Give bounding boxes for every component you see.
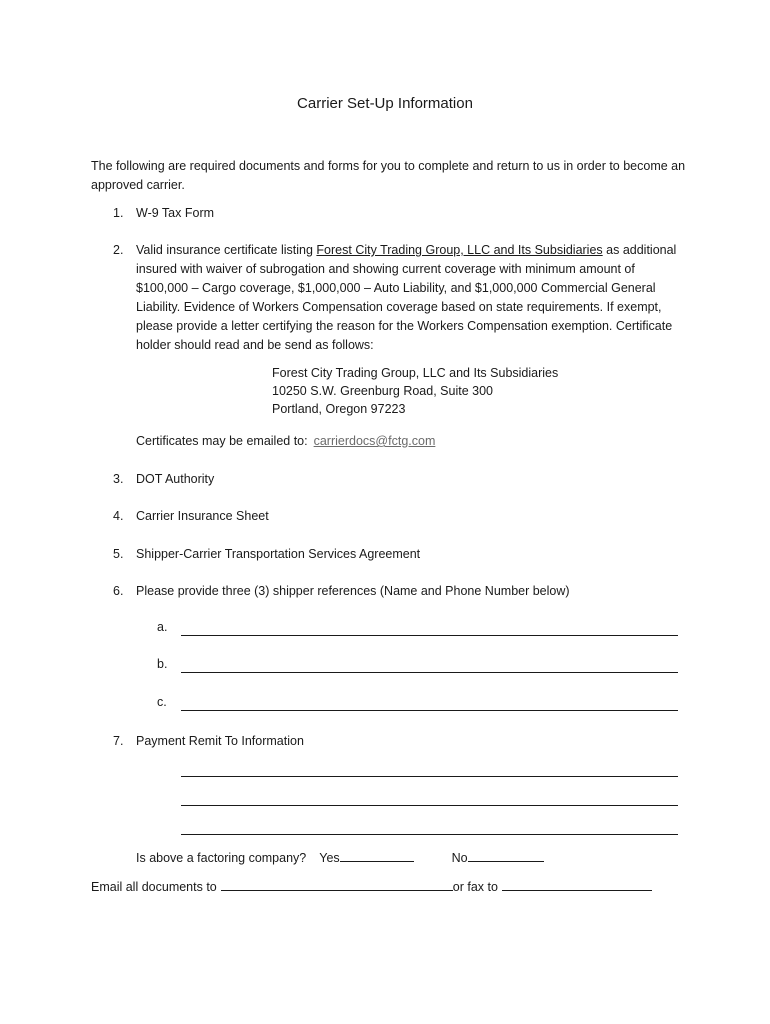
reference-c <box>157 695 682 715</box>
insurance-requirements-text <box>136 241 681 355</box>
factoring-question: Is above a factoring company? <box>136 851 307 865</box>
reference-label: c. <box>157 695 167 709</box>
certificate-holder-name: Forest City Trading Group, LLC and Its Subsidiaries <box>316 243 603 257</box>
item-number: 2. <box>113 243 124 257</box>
mailing-address <box>272 364 558 418</box>
item-number: 3. <box>113 472 124 486</box>
remit-line-3[interactable] <box>181 834 678 835</box>
certificates-label: Certificates may be emailed to: <box>136 434 308 448</box>
no-field[interactable] <box>468 849 544 862</box>
address-line-2: 10250 S.W. Greenburg Road, Suite 300 <box>272 384 493 398</box>
address-line-3: Portland, Oregon 97223 <box>272 402 406 416</box>
page-title: Carrier Set-Up Information <box>297 95 473 112</box>
item-number: 4. <box>113 509 124 523</box>
remit-line-1[interactable] <box>181 776 678 777</box>
item-text: W-9 Tax Form <box>136 206 215 220</box>
yes-field[interactable] <box>340 849 414 862</box>
email-all-label: Email all documents to <box>91 880 217 894</box>
certificates-email-line <box>136 434 435 448</box>
list-item-2 <box>113 241 683 356</box>
item-number: 5. <box>113 547 124 561</box>
item-number: 7. <box>113 734 124 748</box>
reference-a-field[interactable] <box>181 635 678 636</box>
email-all-field[interactable] <box>221 878 453 891</box>
certificates-email-link[interactable]: carrierdocs@fctg.com <box>313 434 436 448</box>
item-text: Carrier Insurance Sheet <box>136 509 269 523</box>
address-line-1: Forest City Trading Group, LLC and Its Subsidiaries <box>272 366 559 380</box>
item-text-pre: Valid insurance certificate listing <box>136 243 317 257</box>
fax-label: or fax to <box>452 880 498 894</box>
remit-line-2[interactable] <box>181 805 678 806</box>
intro-paragraph: The following are required documents and forms for you to complete and return to us in order to become an approved carrier. <box>91 159 686 192</box>
item-text: DOT Authority <box>136 472 215 486</box>
reference-b-field[interactable] <box>181 672 678 673</box>
email-all-row <box>91 878 652 894</box>
item-number: 1. <box>113 206 124 220</box>
item-text-post: as additional insured with waiver of subrogation and showing current coverage with minimum amount of $100,000 – Cargo coverage, $1,000,000 – Auto Liability, and $1,000,000 Commercial General Liability. Evidence of Workers Compensation coverage based on state requirements. If exempt, please provide a letter certifying the reason for the Workers Compensation exemption. Certificate holder should read and be send as follows: <box>136 243 677 352</box>
factoring-question-row <box>136 849 544 865</box>
item-text: Payment Remit To Information <box>136 734 304 748</box>
item-text: Please provide three (3) shipper references (Name and Phone Number below) <box>136 584 570 598</box>
reference-a <box>157 620 682 640</box>
yes-label: Yes <box>319 851 340 865</box>
fax-field[interactable] <box>502 878 652 891</box>
reference-b <box>157 657 682 677</box>
reference-label: b. <box>157 657 168 671</box>
item-number: 6. <box>113 584 124 598</box>
reference-label: a. <box>157 620 168 634</box>
reference-c-field[interactable] <box>181 710 678 711</box>
no-label: No <box>451 851 468 865</box>
item-text: Shipper-Carrier Transportation Services Agreement <box>136 547 421 561</box>
